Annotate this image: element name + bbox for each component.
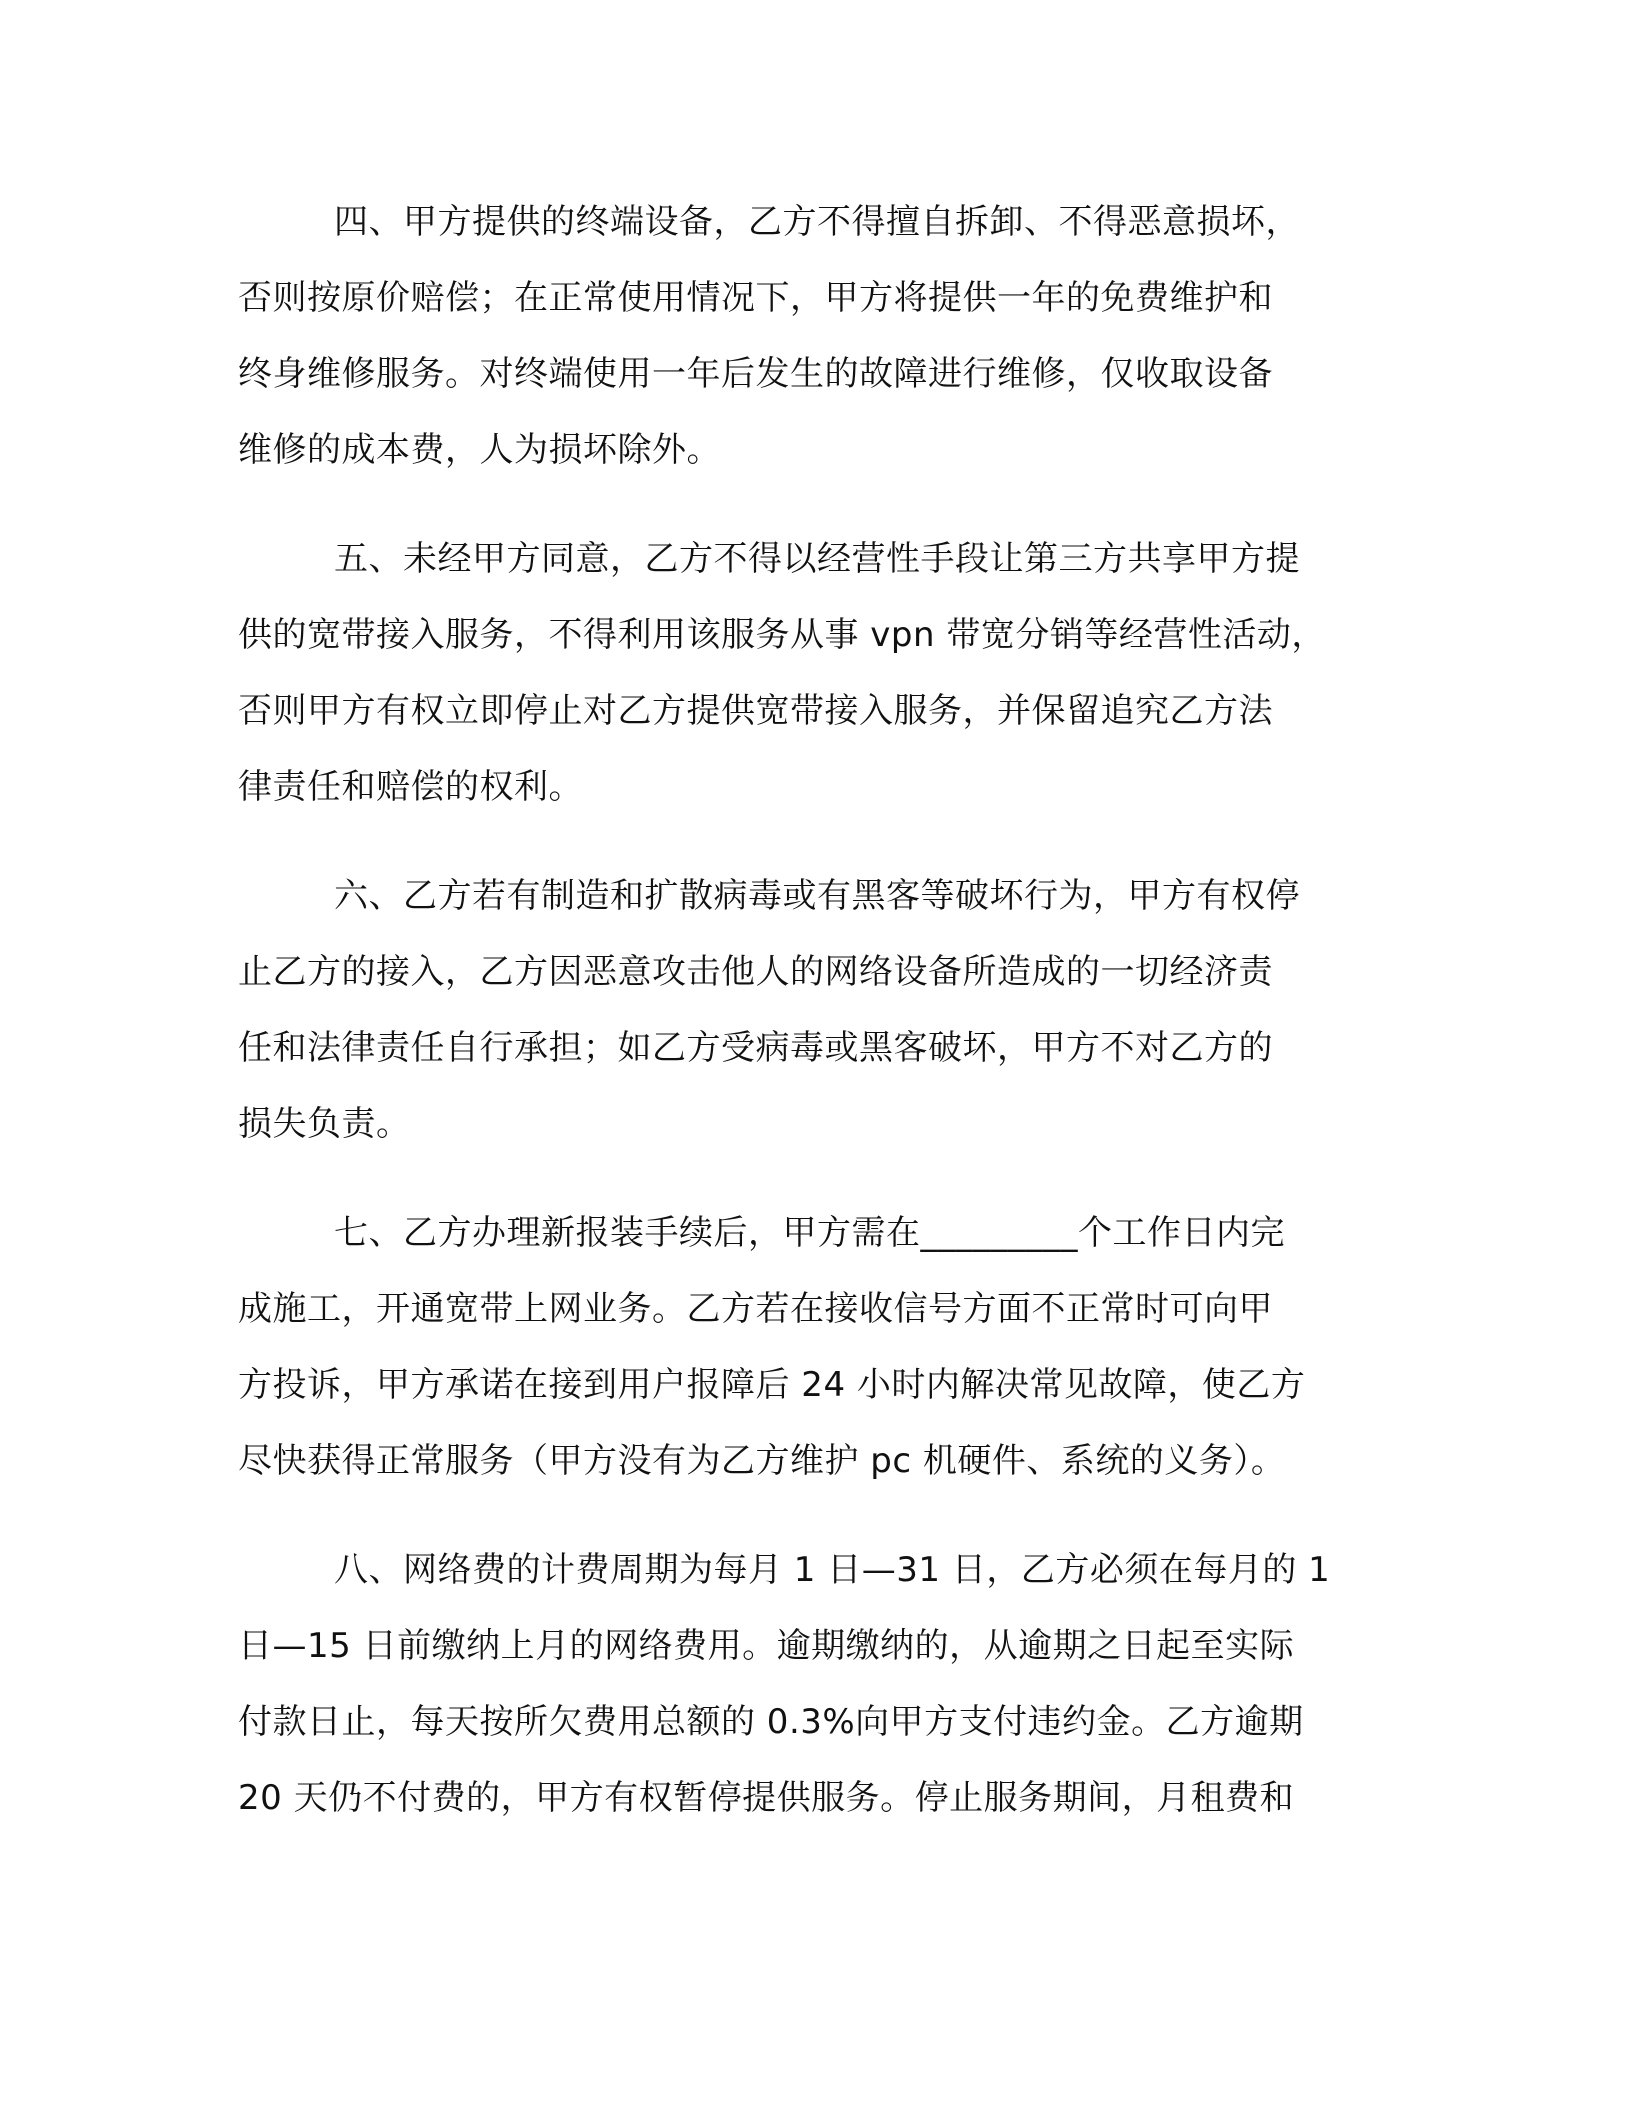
clause-line: 七、乙方办理新报装手续后，甲方需在_________个工作日内完 [334,1213,1285,1253]
document-body [238,184,1384,1869]
clause-line: 付款日止，每天按所欠费用总额的 0.3%向甲方支付违约金。乙方逾期 [238,1702,1304,1742]
clause-line: 八、网络费的计费周期为每月 1 日—31 日，乙方必须在每月的 1 [334,1550,1331,1590]
clause-line: 四、甲方提供的终端设备，乙方不得擅自拆卸、不得恶意损坏， [334,202,1300,242]
clause-line: 律责任和赔偿的权利。 [238,767,583,807]
clause-8 [238,1532,1384,1836]
clause-line: 损失负责。 [238,1104,411,1144]
clause-line: 供的宽带接入服务，不得利用该服务从事 vpn 带宽分销等经营性活动， [238,615,1326,655]
clause-7 [238,1195,1384,1499]
clause-line: 六、乙方若有制造和扩散病毒或有黑客等破坏行为，甲方有权停 [334,876,1300,916]
clause-line: 尽快获得正常服务（甲方没有为乙方维护 pc 机硬件、系统的义务）。 [238,1441,1286,1481]
clause-line: 否则按原价赔偿；在正常使用情况下，甲方将提供一年的免费维护和 [238,278,1273,318]
clause-line: 否则甲方有权立即停止对乙方提供宽带接入服务，并保留追究乙方法 [238,691,1273,731]
clause-line: 20 天仍不付费的，甲方有权暂停提供服务。停止服务期间，月租费和 [238,1778,1295,1818]
clause-line: 任和法律责任自行承担；如乙方受病毒或黑客破坏，甲方不对乙方的 [238,1028,1273,1068]
clause-5 [238,521,1384,825]
clause-4 [238,184,1384,488]
clause-line: 止乙方的接入，乙方因恶意攻击他人的网络设备所造成的一切经济责 [238,952,1273,992]
clause-line: 日—15 日前缴纳上月的网络费用。逾期缴纳的，从逾期之日起至实际 [238,1626,1295,1666]
clause-line: 五、未经甲方同意，乙方不得以经营性手段让第三方共享甲方提 [334,539,1300,579]
clause-line: 维修的成本费，人为损坏除外。 [238,430,721,470]
clause-line: 方投诉，甲方承诺在接到用户报障后 24 小时内解决常见故障，使乙方 [238,1365,1306,1405]
clause-6 [238,858,1384,1162]
clause-line: 成施工，开通宽带上网业务。乙方若在接收信号方面不正常时可向甲 [238,1289,1273,1329]
clause-line: 终身维修服务。对终端使用一年后发生的故障进行维修，仅收取设备 [238,354,1273,394]
